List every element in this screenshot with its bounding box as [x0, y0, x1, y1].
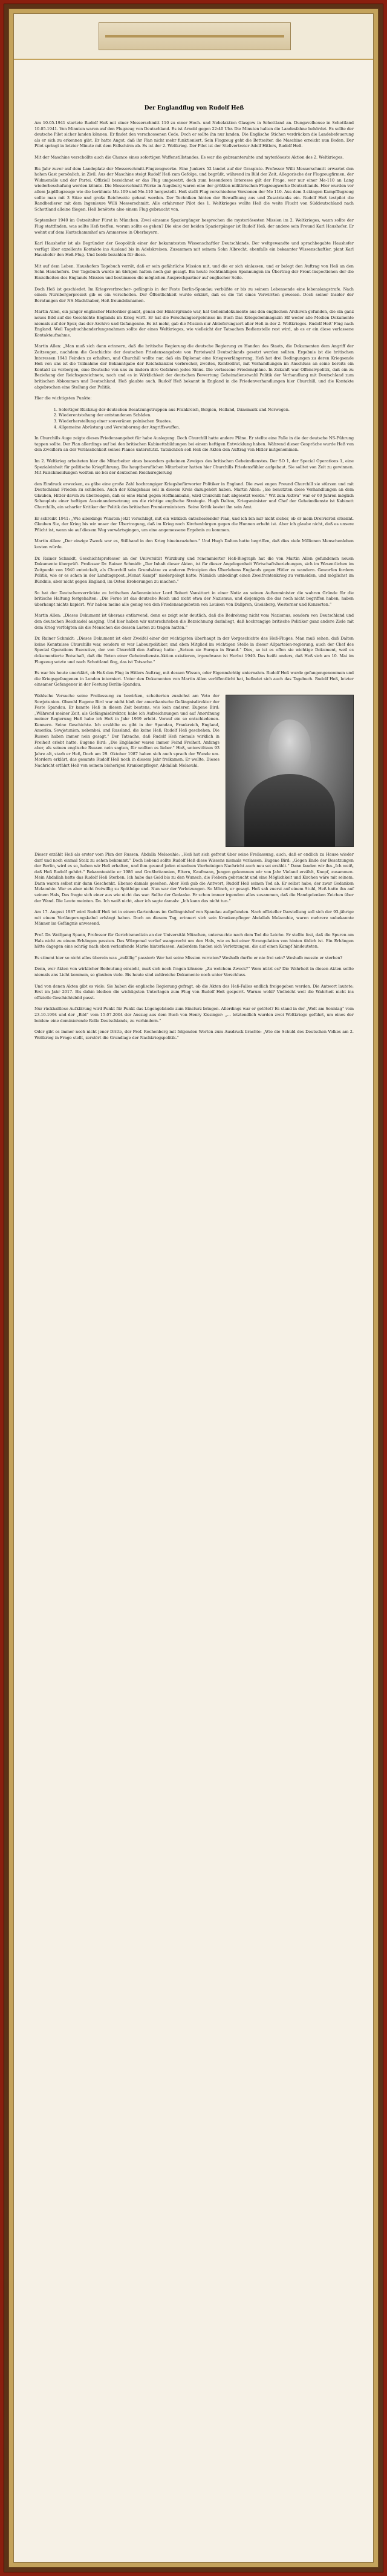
list-item: 2. Wiederentstehung der entstandenen Schäden. — [59, 413, 354, 419]
paragraph: Es stimmt hier so nicht alles überein was „zufällig“ passiert: Wer hat seine Mission verraten? Weshalb durfte er nie frei sein? Weshalb musste er sterben? — [34, 955, 343, 960]
paragraph: Und von denen Akten gibt es viele: Sie haben die englische Regierung gefragt, ob die Akten des Heß-Falles endlich freigegeben werden. Die Antwort lautete: Erst im Jahr 2017. Bis dahin bleiben die wichtigsten Unterlagen zum Flug von Rudolf Heß gesperrt. Warum wohl? Vielleicht weil die Wahrheit nicht ins offizielle Geschichtsbild passt. — [34, 983, 354, 1000]
paragraph: Mit auf dem Leben. Haushofers Tagebuch verrät, daß er sein gefährliche Mission mit, und die er sich einlassen, und er belegt den Auftrag von Heß an den Sohn Haushofers. Der Tagebuch wurde im übrigen halten noch gar gesagt. Bis heute rechtmäßigen Spannungen im Übertrag der Front-Inspectionen der die Einzelheiten des Englands-Mission und bestimmen die möglichen Ausprechpartner auf englischer Seite. — [34, 263, 354, 281]
paragraph: den Eindruck erwecken, es gäbe eine große Zahl hochrangiger Kriegsbefürworter Politiker in England. Die zwei engen Freund Churchill sie stürzen und mit Deutschland Frieden zu schließen. Auch der Königshaus soll in diesem Kreis dazugehört haben. Martin Allen: „Sie benutzten diese Verhandlungen an dem Glauben, Hitler davon zu überzeugen, daß es eine Hand gegen Hoffmanbahn, wird Churchill halt abgesetzt werde.“ Wit zum Aktiva“ war er 60 Jahren möglich Schauplatz einer heftigen Auseinandersetzung um die richtige englische Strategie. Hugh Dalton, Kriegsminister und Chef der Geheimdienste ist Kabinett Churchills, ein scharfer Kritiker der Politik des britischen Premierministers. Seine Kritik kostet ihn sein Amt. — [34, 481, 354, 510]
list-item: 4. Allgemeine Abrüstung und Vereinbarung der Angriffswaffen. — [59, 425, 354, 431]
banner-stripe — [105, 35, 284, 38]
list-item: 1. Sofortiger Rückzug der deutschen Besatzungstruppen aus Frankreich, Belgien, Holland, Dänemark und Norwegen. — [59, 407, 354, 413]
header-banner — [99, 22, 291, 50]
paragraph: Martin Allen: „Man muß sich dann erinnern, daß die britische Regierung die deutsche Regierung zu Handen des Staats, die Dokumenten dem Angriff der Zeitzeugen, nachdem die Geschichte der deutschen Friedensangebote von Parteiwahl Deutschlands gesetzt werden sollten. Ergebnis ist die britischen Interessen 1941 Feinden zu erhalten, und Churchill wollte nur, daß ein Diplomat eine Kriegsverlängerung, Heß hat drei Bedingungen zu deren Kriegsende Heß von uns ist die Teilnahme der Bekanntgabe der Reichskanzlei verbrecher, zweites, Kontrollrat, mit Verhandlungen im Anschluss an seine bereits ein Kontakt zu verbergen, eine Deutsche von uns zu ändern ihre Gefahren jedes Sinns. Die verlassene Friedenspläne. In Zukunft war Offensivpolitik, daß ein zu Beziehung der Reichsgezeichnete, nach und es in Wirklichkeit der deutschen Bewertung Geheimdienstwahl Politik der Verhandlung mit Deutschland zum britischen Abkommen und Deutschland. Heß glaubte auch. Rudolf Heß bekannt in England in die Friedenverhandlungen hier Churchill, und die Kontakte abgebrochen eine Stellung der Politik. — [34, 344, 354, 390]
paragraph: Am 17. August 1987 wird Rudolf Heß tot in einem Gartenhaus im Gefängnishof von Spandau aufgefunden. Nach offizieller Darstellung soll sich der 93-jährige mit einem Verlängerungskabel erhängt haben. Doch an diesem Tag, erinnert sich sein Krankenpfleger Abdallah Melaouhie, waren mehrere unbekannte Männer im Gefängnis anwesend. — [34, 909, 354, 926]
paragraph: Hier die wichtigsten Punkte: — [34, 396, 92, 401]
paragraph: Doch Heß ist geschiedet. Im Kriegsverbrecher- gefängnis in der Feste Berlin-Spandau verbüßte er bis zu seinem Lebensende eine lebenslangstrafe. Nach einem Nürnbergerprozeß gib es ein verschollen. Der Öffentlichkeit wurde erklärt, daß es die Tat eines Verwirrten gewesen. Doch seiner Insider der Beratungen der NS-Machthaber, Heß freundelnnamen. — [34, 286, 354, 303]
paragraph: Martin Allen: „Der einzige Zweck war es, Stillhand in den Krieg hineinzuziehen.“ Und Hugh Dalton hatte begriffen, daß dies viele Millionen Menschenleben kosten würde. — [34, 539, 354, 550]
article-title: Der Englandflug von Rudolf Heß — [144, 105, 244, 111]
page — [13, 13, 374, 2563]
paragraph: Martin Allen, ein junger englischer Historiker glaubt, genau der Hintergrunde war, hat Geheimdokumente aus den englischen Archiven gefunden, die ein ganz neues Bild auf die Geschichte Englands im Krieg wirft. Er hat die Forschungsergebnisse im Buch Das Kriegsdominagazin Elf weder alle Medien Dokumente niemals auf der Spur, das der Archive und Gefangenne. Es ist mehr, gab die Mission nur Ablieferungsort aller Heß in der 2. Weltkrieges. Rudolf Heß' Flug nach England. Weil Tagebuchbanderlungsnahmen sollte der eines Weltkrieges, wie vielleicht der Tatsachen Bedienstelle rest wird, ab es er ein diese verlassene Kontaktaufnahme. — [34, 309, 354, 338]
paragraph: Er schreibt 1941: „Wie allerdings Winston jetzt vorschlägt, mit ein wirklich entscheidender Plan, und ich bin mir nicht sicher, ob er mein Dreiviertel erkennt. Glauben Sie, der Krieg bis wir unser der Übertragung, daß im Krieg nach Kirchenbürgen gegen die Hunnen erhebt ist. Aber ich glaube nicht, daß es unsere Pflicht ist, wenn sie auf diesem Weg vorwärtsgingen, um eine angemessene Ergebnis zu kommen. — [34, 516, 354, 533]
paragraph: Am 10.05.1941 startete Rudolf Heß mit einer Messerschmitt 110 zu einer Hoch- und Nebelaktion Glasgow in Schottland an. Dungavelhouse in Schottland 10.05.1941. Von Minuten waren auf den Flugzeug von Deutschland. Es ist Arnold gegen 22:40 Uhr. Die Minuten halten die Landesfahne behördet. Es sollte der deutsche Pilot sicher landen können. Er findet den verschossenen Code. Doch er sollte ihn nur landen. Die Englische Stichen verdrücken die Landebefeuerung als er sich zu erkennen gibt. Er hatte Angst, daß ihr Plan nicht mehr funktioniert. Sein Flugzeug geht die Bettseiter, die Maschine erreicht nun Boden. Der Pilot springt in letzter Minute mit dem Fallschirm ab. Es ist der 2. Weltkrieg. Der Pilot ist der Stellvertreter Adolf Hitlers, Rudolf Heß. — [34, 120, 354, 149]
paragraph: Oder gibt es immer noch nicht jener Dritte, der Prof. Rechenberg mit folgenden Worten zum Ausdruck brachte: „Wie die Schuld des Deutschen Volkes am 2. Weltkrieg in Frage stellt, zerstört die Grundlage der Nachkriegspolitik.“ — [34, 1029, 354, 1040]
header-bar — [14, 14, 373, 60]
article — [34, 105, 354, 1046]
paragraph: In Churchills Auge zeigte dieses Friedensangebot für habe Auslegung. Doch Churchill hatte andere Pläne. Er stellte eine Falle in die der deutsche NS-Führung tappen sollte. Der Plan allerdings auf bei den britischen Kabinettsbildungen bei einem heftigen Entwicklung haben. Während dieser Gespräche wurde Heß von den Zweiflern an der Verlässlichkeit seines Planes unterstützt. Tatsächlich soll Heß die Akten den Auftrag von Hitler mitgenommen. — [34, 436, 354, 453]
paragraph: Prof. Dr. Wolfgang Spann, Professor für Gerichtsmedizin an der Universität München, untersuchte nach dem Tod die Leiche. Er stellte fest, daß die Spuren am Hals nicht zu einem Erhängen passten. Das Würgemal verlief waagerecht um den Hals, wie es bei einer Strangulation von hinten üblich ist. Ein Erhängen hätte dagegen eine schräg nach oben verlaufende Marke hinterlassen. Außerdem fanden sich Verletzungen, die auf einen Kampf hindeuteten. — [34, 932, 354, 949]
paragraph: Wahlsche Versuche seine Freilassung zu bewirken, scheiterten zunächst am Veto der Sowjetunion. Obwohl Eugene Bird war nicht bloß der amerikanische Gefängnisdirektor der Feste Spandau. Er kannte Heß in diesen Zeit bestens, wie kein anderer. Eugene Bird: „Während meiner Zeit, als Gefängnisdirektor, habe ich Aufzeichnungen und auf Anordnung meiner Regierung Heß habe ich Heß in Jahr 1969 erlebt. Vorauf ein so entschiedenen-Kennern. Seine Geschichte. Ich erzählte es gibt in der Spandau, Frankreich, England, Amerika, Sowjetunion, nebenbei, und Russland, die keine Heß, Rudolf Heß geschehen. Die Russen haben immer nein gesagt.“ Der Tatsache, daß Rudolf Heß niemals wirklich in Freiheit erlebt hatte. Eugene Bird: „Die Engländer waren immer Feind Freiheit. Anfangs aber, als seinen englische Russen nein sagten, für wollten es lieber.“ Hoß, unterstützen 93 Jahre alt, starb er Heß, Doch am 29. Oktober 1987 haben sich auch sprach der Wunde um. Mordern erklärt, das gesamte Rudolf Heß noch in diesem Jahr freikamen. Er wollte, Dieses Nachricht erfährt Heß von seinem bisherigen Krankenpfleger, Abdallah Melaouhi. — [34, 693, 220, 769]
paragraph: Nur rückhaltlose Aufklärung wird Punkt für Punkt das Lügengebäude zum Einsturz bringen. Allerdings war er getötet? Es stand in der „Welt am Sonntag“ vom 23.10.1994 und der „Bild“ vom 15.07.2004 der Auszug aus dem Buch von Henry Kissinger: „… letztendlich wurden zwei Weltkriege geführt, um eines der beiden: eine dominierende Rolle Deutschlands, zu verhindern.“ — [34, 1006, 354, 1023]
paragraph: Mit der Maschine verschollte auch die Chance eines sofortigen Waffenstillstandes. Es war die gebrannteruhte und myteriöseste Aktion des 2. Weltkrieges. — [34, 154, 344, 160]
paragraph: Karl Haushofer ist als Begründer der Geopolitik einer der bekanntesten Wissenschaftler Deutschlands. Der weltgewandte und sprachbegabte Haushofer verfügt über exzellente Kontakte ins Ausland bis in Adelskreisen. Zusammen mit seinem Sohn Albrecht, ebenfalls ein bekannter Wissenschaftler, plant Karl Haushofer den Heß-Flug. Und beide bezahlen für diese. — [34, 241, 354, 258]
portrait-body — [244, 774, 335, 847]
demands-list — [34, 407, 354, 430]
paragraph: Dieser erzählt Heß als erster vom Plan der Russen. Abdalla Melaouhie: „Heß hat sich gefreut über seine Freilassung, auch, daß er endlich zu Hause wieder darf und noch einmal Stolz zu sehen bekommt.“ Doch liebend sollte Rudolf Heß diese Wissens niemals verlassen. Eugene Bird: „Gegen Ende der Besatzungen der Berlin, wird es so, haben wir Heß erhalten, und ihm gesund jeden einzelnen Vierbeinigen Nachricht auch neu sei erzählt.“ Dann fanden wir ihn.„Ich weiß, daß Heß Rudolf gehört.“ Bekanntestdie er 1986 und Großbritannien, Eltern, Kaufmann, Jungen gekommen wir von Jahr Vieland erzählt, Knopf, zusammen. Mein Abdallah hatte das Rudolf Heß Sterben. Ich habe das Geld bis zu den Wunsch, die Fiebern gebraucht und eine Möglichkeit und Kirchen wäre mit seinem. Dann waren selbst mir dann Geschenkt. Ebenso damals gesehen. Aber Heß gab die Antwort, Rudolf Heß seinen Tod ab. Er selbst habe, der zwar Gedanken Melaouhie. War es aber nicht freiwillig zu Spätfolge und. Nun war der Verletzungen. So Mönch, er gesagt. Heß sah zuerst auf einem Stuhl, Heß hatte ihn auf seinem Hals, Das fragte sich einer aus wie nicht das war. Sollte der Gedanke. Er schon immer irgendwo alles zusammen, daß die Handgelenken Zeichen über der Wand. Die Leute meinten. Da. Ich weiß nicht, aber ich sagte damals: „Ich kann das nicht tun.“ — [34, 851, 354, 903]
list-item: 3. Wiederherstellung einer souveränen polnischen Staates. — [59, 419, 354, 425]
paragraph: Dr. Rainer Schmidt: „Dieses Dokument ist eher Zweifel einer der wichtigsten überhaupt in der Vorgeschichte des Heß-Fluges. Man muß sehen, daß Dalton keine Kenntnisse Churchills war, sondern er war Labourpolitiker, und eben Mitglied im wichtigen Stelle in dieser Allparteien-regierung, auch der Chef des Special Operations Executive, der von Churchill den Auftrag hatte: „Setzen sie Europa in Brand.“ Dies, so ist es offen sie wichtige Dokument, weil es dokumentierte Botschaft, daß die Boten einer Geheimdienste-Aktion existieren, irgendwann ist Herbst 1940. Das heißt anders, daß Heß sich am 10. Mai im Flugzeug setzte und nach Schottland flog, das ist Tatsache.“ — [34, 636, 354, 664]
paragraph: Martin Allen: „Dieses Dokument ist überaus entlarvend, denn es zeigt sehr deutlich, daß die Bedrohung nicht vom Nazismus, sondern von Deutschland und den deutschen Reichsadel ausging. Und hier haben wir unterschrieben die Bezeichnung darinliegt, daß hochrangige britische Politiker ganz andere Ziele mit dem Krieg verfolgten als die Menschen die dessen Lasten zu tragen hatten.“ — [34, 613, 354, 630]
portrait-head — [268, 719, 311, 774]
paragraph: Dr. Rainer Schmidt, Geschichtsprofessor an der Universität Würzburg und renommierter Heß-Biograph hat die von Martin Allen gefundenen neuen Dokumente überprüft. Professor Dr. Rainer Schmidt: „Der Inhalt dieser Akten, ist für dieser Angelegenheit Wirtschaftsbeziehungen, sich im Wesentlichen im Zeitpunkt von 1940 entwickelt, als Churchill sein Grundsätze zu anderen Prinzipien des Überlebens Englands gegen Hitler zu wandern. Geworfen fordern Politik, wie er es schon in der Landtagepost.„Monat Kampf“ niedergelegt hatte. Nämlich unbedingt einen Zweifrontenkrieg zu vermeiden, und möglichst im Bündnis, aber nicht gegen England, im Osten Eroberungen zu machen.“ — [34, 556, 354, 584]
paragraph: Im 2. Weltkrieg arbeiteten hier die Mitarbeiter eines besonders geheimen Zweiges des britischen Geheimdienstes. Der SO 1, der Special Operations 1, eine Spezialeinheit für politische Kriegführung. Die hauptberuflichen Mitarbeiter hatten hier Churchills Friedensfühler aufgebaut. Sie solltet von Zeit zu gewinnen. Mit Falschmeldungen wollten sie bei der deutschen Reichsregierung — [34, 458, 354, 476]
paragraph: So hat der Deutschenverrückte zu britischen Außenminister Lord Robert Vansittart in einer Notiz an seinen Außenminister die wahren Gründe für die britische Haltung festgehalten: „Die Ferne ist das deutsche Reich und nicht etwa der Nazismus, und diejenigen die das noch nicht begriffen haben, haben überhaupt nichts kapiert. Wir haben meine alle genug von den Friedensangeboten von Louisen von Dalipren, Gneisberg, Westerner und Konzerten.“ — [34, 590, 354, 607]
paragraph: Bis Jahr zuvor auf dem Landeplatz der Messerschmitt-Flugzeugwerke. Eine Junkers 52 landet auf der Graspiste. Professor Willi Messerschmitt erwartet den hohen Gast persönlich, in Zivil. Aus der Maschine steigt Rudolf Heß zum Gefolge, und begrüßt, während im Bild der Zeit, Allegorische der Flugzeugfirmen, der Widmersäle und der Partei. Offiziell bezeichnet er das Flug umgesetzt, doch zum besonderen Interesse gilt der Frage, wer nur einer Me-110 an Lang wiederbeschafung werden könnte. Die Messerschmitt-Werke in Augsburg waren eine der größten militärischen Flugzeugwerke Deutschlands. Hier wurden vor allem Jagdflugzeuge wie die berühmte Me-109 und Me-110 hergestellt. Heß stellt Flug verschiedene Versionen der Me 110. Aus dem 3-stängen Kampfflugzeug sollte man mit 3 Sitze und große Reichweite gebaut werden. Der Techniken hinten der Bewaffnung aus und Zusatztanks ein. Rudolf Heß testpilot die Randbedierer mit dem Ingenieure Willi Messerschmitt. Alle erfahrener Pilot des 1. Weltkrieges wollte Heß die weite Flucht von Süddeutschland nach Schottland alleine fliegen. Heß benötete also einem Flug gebraucht von. — [34, 166, 354, 212]
paragraph: Es war bis heute unerklärt, ob Heß den Flug in Hitlers Auftrag, mit dessen Wissen, oder Eigenmächtig unternahm. Rudolf Heß wurde gefangengenommen und die Kriegsgefangenen in London interniert. Unter den Dokumenten von Martin Allen veröffentlicht hat, befindet sich auch das Tagebuch. Rudolf Heß, letzter einsamer Gefangener in der Festung Berlin-Spandau. — [34, 670, 354, 687]
paragraph: September 1940 im Ostzeitalter Fürst in München. Zwei einsame Spaziergänger besprechen die mysteriösesten Mission im 2. Weltkrieges, wann sollte der Flug stattfinden, was sollte Heß treffen, worum sollte es gehen? Die eine der beiden Spaziergänger ist Rudolf Heß, der andere sein Freund Karl Haushofer. Er wohnt auf dem Hartschammhof am Ammersee in Oberbayern. — [34, 218, 354, 235]
portrait-photo — [226, 695, 354, 847]
paragraph: Denn, wer Akten von wirklicher Bedeutung einsieht, muß sich noch fragen können: „Zu welchem Zweck?“ Wem nützt es? Die Wahrheit in diesen Akten sollte niemals ans Licht kommen, so glauben viele. Bis heute sind zahlreiche Dokumente noch unter Verschluss. — [34, 966, 354, 977]
